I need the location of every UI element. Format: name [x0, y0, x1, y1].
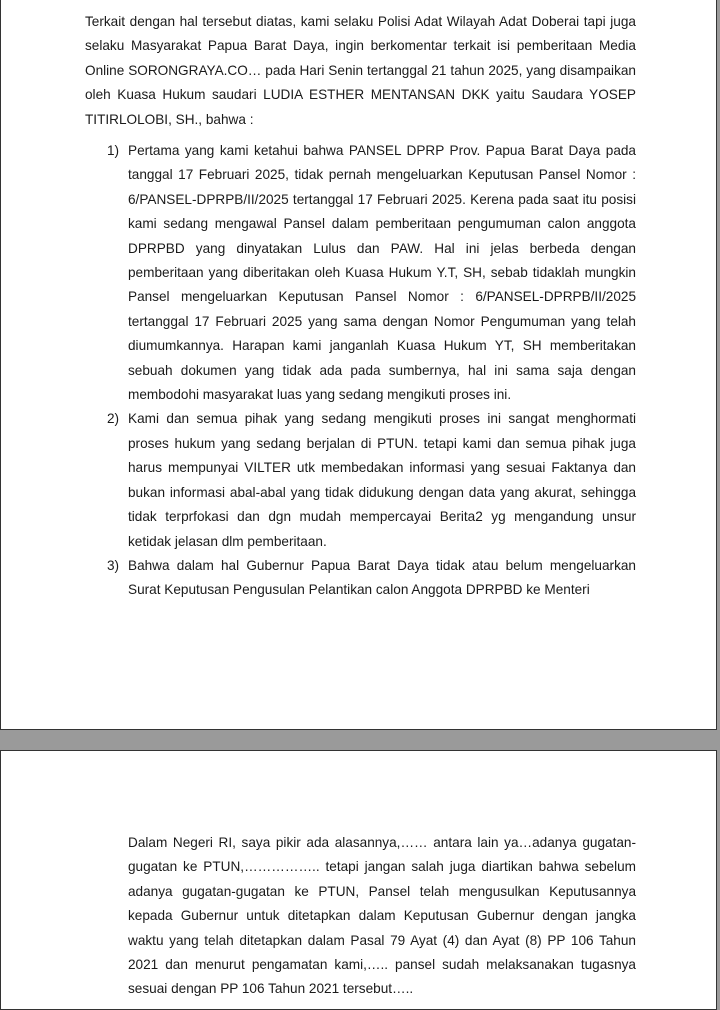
continuation-paragraph: Dalam Negeri RI, saya pikir ada alasannya,…… antara lain ya…adanya gugatan-gugatan ke PTUN,…………….. tetapi jangan salah juga diartikan bahwa sebelum adanya gugatan-gugatan ke PTUN, Pansel telah mengusulkan Keputusannya kepada Gubernur untuk ditetapkan dalam Keputusan Gubernur dengan jangka waktu yang telah ditetapkan dalam Pasal 79 Ayat (4) dan Ayat (8) PP 106 Tahun 2021 dan menurut pengamatan kami,….. pansel sudah melaksanakan tugasnya sesuai dengan PP 106 Tahun 2021 tersebut…..	[128, 835, 636, 997]
list-item-text: Pertama yang kami ketahui bahwa PANSEL DPRP Prov. Papua Barat Daya pada tanggal 17 Februari 2025, tidak pernah mengeluarkan Keputusan Pansel Nomor : 6/PANSEL-DPRPB/II/2025 tertanggal 17 Februari 2025. Kerena pada saat itu posisi kami sedang mengawal Pansel dalam pemberitaan pengumuman calon anggota DPRPBD yang dinyatakan Lulus dan PAW. Hal ini jelas berbeda dengan pemberitaan yang diberitakan oleh Kuasa Hukum Y.T, SH, sebab tidaklah mungkin Pansel mengeluarkan Keputusan Pansel Nomor : 6/PANSEL-DPRPB/II/2025 tertanggal 17 Februari 2025 yang sama dengan Nomor Pengumuman yang telah diumumkannya. Harapan kami janganlah Kuasa Hukum YT, SH memberitakan sebuah dokumen yang tidak ada pada sumbernya, hal ini sama saja dengan membodohi masyarakat luas yang sedang mengikuti proses ini.	[128, 143, 636, 403]
list-item-number: 2)	[107, 411, 120, 427]
list-item	[85, 139, 636, 407]
intro-paragraph: Terkait dengan hal tersebut diatas, kami selaku Polisi Adat Wilayah Adat Doberai tapi juga selaku Masyarakat Papua Barat Daya, ingin berkomentar terkait isi pemberitaan Media Online SORONGRAYA.CO… pada Hari Senin tertanggal 21 tahun 2025, yang disampaikan oleh Kuasa Hukum saudari LUDIA ESTHER MENTANSAN DKK yaitu Saudara YOSEP TITIRLOLOBI, SH., bahwa :	[85, 14, 636, 127]
document-page-2	[0, 750, 717, 1010]
list-item	[85, 554, 636, 603]
list-item-text: Kami dan semua pihak yang sedang mengikuti proses ini sangat menghormati proses hukum yang sedang berjalan di PTUN. tetapi kami dan semua pihak juga harus mempunyai VILTER utk membedakan informasi yang sesuai Faktanya dan bukan informasi abal-abal yang tidak didukung dengan data yang akurat, sehingga tidak terprfokasi dan dgn mudah mempercayai Berita2 yg mengandung unsur ketidak jelasan dlm pemberitaan.	[128, 411, 636, 549]
list-item-text: Bahwa dalam hal Gubernur Papua Barat Daya tidak atau belum mengeluarkan Surat Keputusan Pengusulan Pelantikan calon Anggota DPRPBD ke Menteri	[128, 557, 636, 598]
list-item-number: 3)	[107, 557, 120, 573]
list-item	[85, 407, 636, 553]
list-item-number: 1)	[107, 143, 120, 158]
numbered-list	[85, 139, 636, 603]
